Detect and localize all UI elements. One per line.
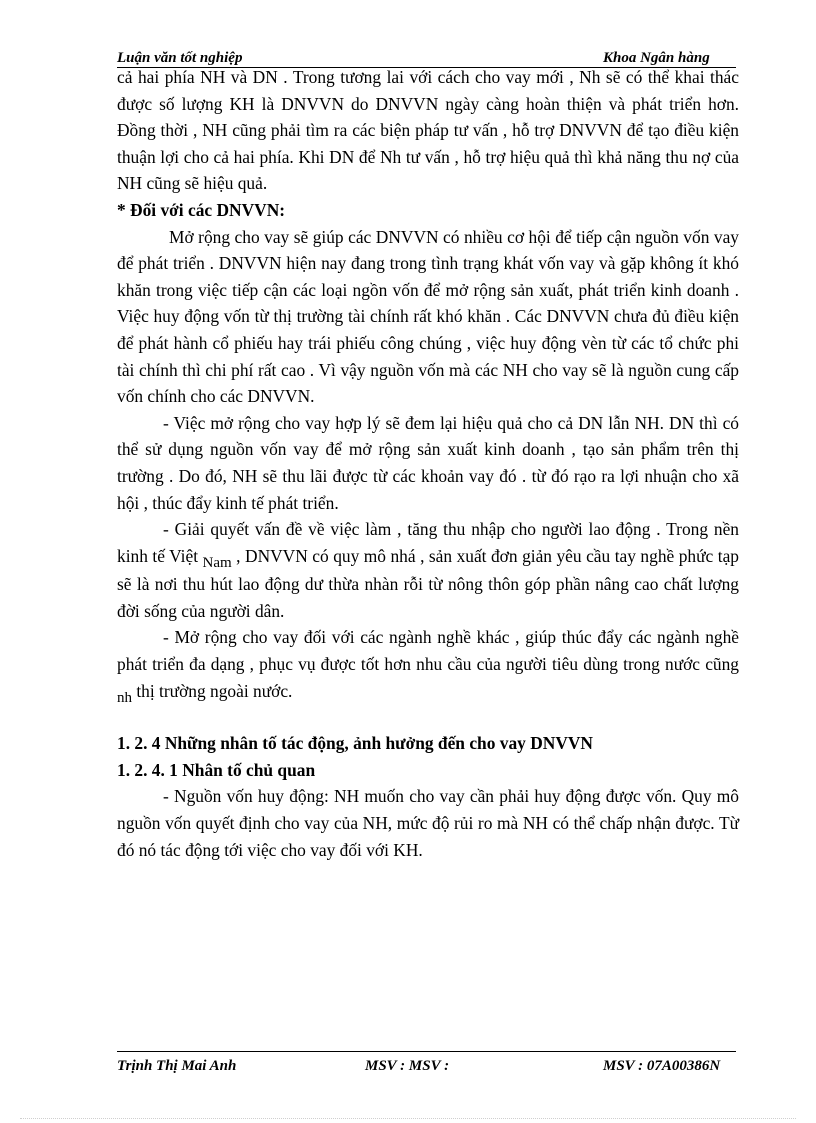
footer-rule xyxy=(117,1051,736,1052)
paragraph-employment-part1: - Giải quyết vấn đề về việc làm , tăng thu nhập cho người lao động . Trong nền kinh tế Việt xyxy=(117,519,739,566)
paragraph-employment-sub: Nam xyxy=(202,554,232,571)
body-text xyxy=(117,64,739,863)
paragraph-expand-lending: Mở rộng cho vay sẽ giúp các DNVVN có nhiều cơ hội để tiếp cận nguồn vốn vay để phát triển . DNVVN hiện nay đang trong tình trạng khát vốn vay và gặp không ít khó khăn trong việc tiếp cận các loại ngồn vốn để mở rộng sản xuất, phát triển kinh doanh . Việc huy động vốn từ thị trường tài chính rất khó khăn . Các DNVVN chưa đủ điều kiện để phát hành cổ phiếu hay trái phiếu công chúng , việc huy động vèn từ các tổ chức phi tài chính thì chi phí rất cao . Vì vậy nguồn vốn mà các NH cho vay sẽ là nguồn cung cấp vốn chính cho các DNVVN. xyxy=(117,226,739,407)
footer-msv-label: MSV : MSV : xyxy=(365,1058,450,1074)
heading-section-124: 1. 2. 4 Những nhân tố tác động, ảnh hưởng đến cho vay DNVVN xyxy=(117,733,593,754)
paragraph-employment-part2: , DNVVN có quy mô nhá , sản xuất đơn giản yêu cầu tay nghề phức tạp sẽ là nơi thu hút lao động dư thừa nhàn rỗi từ nông thôn góp phần nâng cao chất lượng đời sống của người dân. xyxy=(117,545,739,621)
page-bottom-dotted-border xyxy=(20,1118,796,1119)
section-gap xyxy=(117,706,739,730)
header-faculty-label: Khoa Ngân hàng xyxy=(603,50,710,66)
heading-dnvvn: * Đối với các DNVVN: xyxy=(117,199,286,220)
footer-student-id: MSV : 07A00386N xyxy=(603,1058,721,1074)
paragraph-industries xyxy=(117,624,739,706)
header-thesis-label: Luận văn tốt nghiệp xyxy=(117,50,243,66)
paragraph-employment xyxy=(117,516,739,624)
footer-author-name: Trịnh Thị Mai Anh xyxy=(117,1058,237,1074)
paragraph-industries-part2: thị trường ngoài nước. xyxy=(132,680,293,701)
paragraph-reasonable-lending: - Việc mở rộng cho vay hợp lý sẽ đem lại hiệu quả cho cả DN lẫn NH. DN thì có thể sử dụng nguồn vốn vay để mở rộng sản xuất kinh doanh , tạo sản phẩm trên thị trường . Do đó, NH sẽ thu lãi được từ các khoản vay đó . từ đó rạo ra lợi nhuận cho xã hội , thúc đẩy kinh tế phát triển. xyxy=(117,412,739,513)
paragraph-industries-sub: nh xyxy=(117,689,132,706)
heading-section-1241: 1. 2. 4. 1 Nhân tố chủ quan xyxy=(117,759,316,780)
paragraph-capital-mobilization: - Nguồn vốn huy động: NH muốn cho vay cần phải huy động được vốn. Quy mô nguồn vốn quyết định cho vay của NH, mức độ rủi ro mà NH có thể chấp nhận được. Từ đó nó tác động tới việc cho vay đối với KH. xyxy=(117,786,739,860)
paragraph-industries-part1: - Mở rộng cho vay đối với các ngành nghề khác , giúp thúc đẩy các ngành nghề phát triển đa dạng , phục vụ được tốt hơn nhu cầu của người tiêu dùng trong nước cũng xyxy=(117,627,739,675)
paragraph-continuation: cả hai phía NH và DN . Trong tương lai với cách cho vay mới , Nh sẽ có thể khai thác được số lượng KH là DNVVN do DNVVN ngày càng hoàn thiện và phát triển hơn. Đồng thời , NH cũng phải tìm ra các biện pháp tư vấn , hỗ trợ DNVVN để tạo điều kiện thuận lợi cho cả hai phía. Khi DN để Nh tư vấn , hỗ trợ hiệu quả thì khả năng thu nợ của NH cũng sẽ hiệu quả. xyxy=(117,67,739,194)
